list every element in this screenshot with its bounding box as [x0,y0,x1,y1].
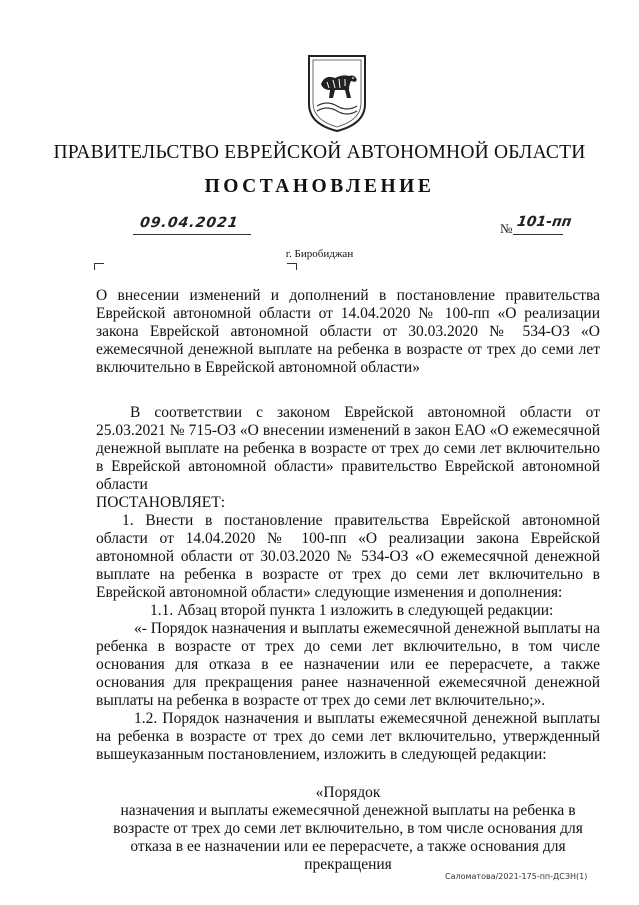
title-bracket-left [94,263,104,270]
item-1-paragraph: 1. Внести в постановление правительства Еврейской автономной области от 14.04.2020 № 100-пп «О реализации закона Еврейской автономной области от 30.03.2020 № 534-ОЗ «О ежемесячной денежной выплате на ребенка в возрасте от трех до семи лет включительно в Еврейской автономной области» следующие изменения и дополнения: [96,512,600,601]
preamble-paragraph: В соответствии с законом Еврейской автономной области от 25.03.2021 № 715-ОЗ «О внесении изменений в закон ЕАО «О ежемесячной денежной выплате на ребенка в возрасте от трех до семи лет включительно в Еврейской автономной области» правительство Еврейской автономной области [96,404,600,493]
resolves-line: ПОСТАНОВЛЯЕТ: [96,494,226,511]
coat-of-arms-emblem [305,52,369,134]
footer-reference: Саломатова/2021-175-пп-ДСЗН(1) [445,872,588,881]
date-underline [133,234,251,235]
handwritten-date: 09.04.2021 [138,215,240,231]
title-bracket-right [287,263,297,270]
item-1-1-paragraph: 1.1. Абзац второй пункта 1 изложить в следующей редакции: [150,602,554,619]
number-underline [513,234,563,235]
document-body [96,404,600,874]
handwritten-number: 101-пп [515,214,573,230]
item-1-1-quote: «- Порядок назначения и выплаты ежемесячной денежной выплаты на ребенка в возрасте от трех до семи лет включительно, в том числе основания для отказа в ее назначении или ее перерасчете, а также основания для прекращения ранее назначенной ежемесячной денежной выплаты на ребенка в возрасте от трех до семи лет включительно;». [96,620,600,709]
document-title [96,287,600,377]
number-label: № [500,221,513,236]
title-text: О внесении изменений и дополнений в постановление правительства Еврейской автономной области от 14.04.2020 № 100-пп «О реализации закона Еврейской автономной области от 30.03.2020 № 534-ОЗ «О ежемесячной денежной выплате на ребенка в возрасте от трех до семи лет включительно в Еврейской автономной области» [96,287,600,376]
city-name: г. Биробиджан [285,248,354,260]
order-subtitle: назначения и выплаты ежемесячной денежной выплаты на ребенка в возрасте от трех до семи лет включительно, в том числе основания для отказа в ее назначении или ее перерасчете, а также основания для прекращения [113,802,583,873]
government-name: ПРАВИТЕЛЬСТВО ЕВРЕЙСКОЙ АВТОНОМНОЙ ОБЛАСТИ [53,142,586,163]
order-heading: «Порядок [315,784,381,801]
document-type-heading: ПОСТАНОВЛЕНИЕ [204,176,435,197]
item-1-2-paragraph: 1.2. Порядок назначения и выплаты ежемесячной денежной выплаты на ребенка в возрасте от трех до семи лет включительно, утвержденный вышеуказанным постановлением, изложить в следующей редакции: [96,710,600,763]
